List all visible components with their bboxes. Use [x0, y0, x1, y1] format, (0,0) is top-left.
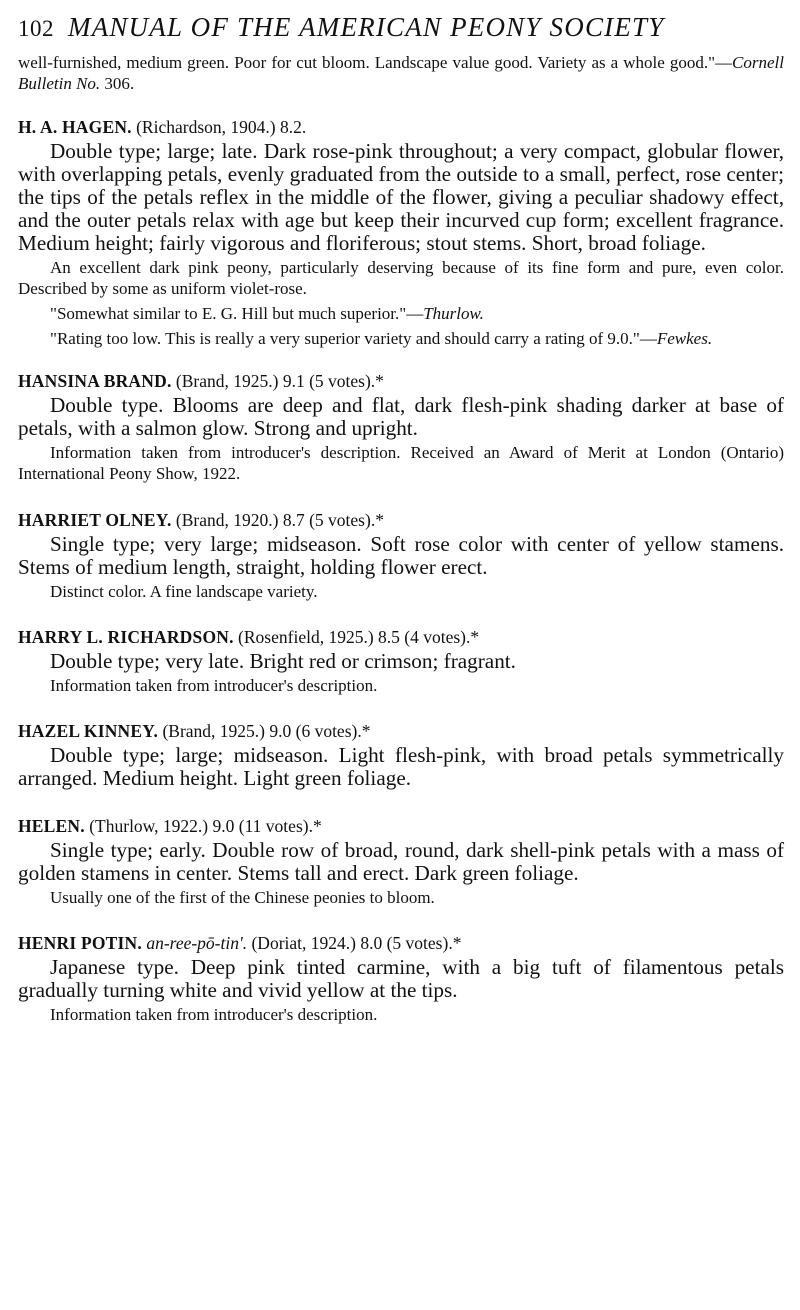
- variety-name: HELEN.: [18, 816, 85, 836]
- entry-helen: [18, 814, 784, 908]
- carryover-paragraph: [18, 52, 784, 94]
- variety-name: H. A. HAGEN.: [18, 117, 132, 137]
- entry-description: Single type; early. Double row of broad, round, dark shell-pink petals with a mass of golden stamens in center. Stems tall and erect. Dark green foliage.: [18, 838, 784, 885]
- entry-heading: [18, 814, 784, 839]
- quote-author: Fewkes.: [656, 329, 713, 348]
- entry-henri-potin: [18, 931, 784, 1025]
- variety-meta: (Thurlow, 1922.) 9.0 (11 votes).*: [84, 816, 322, 836]
- entry-description: Double type; large; midseason. Light flesh-pink, with broad petals symmetrically arranged. Medium height. Light green foliage.: [18, 743, 784, 790]
- variety-name: HARRIET OLNEY.: [18, 510, 172, 530]
- entry-heading: [18, 931, 784, 956]
- entry-description: Double type; large; late. Dark rose-pink throughout; a very compact, globular flower, with overlapping petals, evenly graduated from the outside to a small, perfect, rose center; the tips of the petals reflex in the middle of the flower, giving a peculiar shadowy effect, and the outer petals relax with age but keep their incurved cup form; excellent fragrance. Medium height; fairly vigorous and floriferous; stout stems. Short, broad foliage.: [18, 139, 784, 255]
- variety-name: HAZEL KINNEY.: [18, 721, 159, 741]
- entry-description: Double type; very late. Bright red or crimson; fragrant.: [50, 649, 516, 673]
- entry-description: Double type. Blooms are deep and flat, dark flesh-pink shading darker at base of petals, with a salmon glow. Strong and upright.: [18, 393, 784, 440]
- entry-heading: [18, 369, 784, 394]
- entry-note: Usually one of the first of the Chinese peonies to bloom.: [50, 888, 435, 907]
- entry-harry-l-richardson: [18, 625, 784, 696]
- carryover-text: well-furnished, medium green. Poor for cut bloom. Landscape value good. Variety as a whole good."—: [18, 53, 733, 72]
- entry-note: Information taken from introducer's description.: [50, 1005, 378, 1024]
- variety-meta: (Doriat, 1924.) 8.0 (5 votes).*: [247, 933, 462, 953]
- entry-heading: [18, 625, 784, 650]
- entry-note: An excellent dark pink peony, particularly deserving because of its fine form and pure, even color. Described by some as uniform violet-rose.: [18, 258, 784, 298]
- variety-meta: (Brand, 1920.) 8.7 (5 votes).*: [171, 510, 384, 530]
- quote-author: Thurlow.: [423, 304, 484, 323]
- carryover-citation: Cornell Bulletin No.: [18, 53, 784, 93]
- entry-note: Distinct color. A fine landscape variety.: [50, 582, 318, 601]
- entry-heading: [18, 508, 784, 533]
- entry-quote: [18, 328, 784, 349]
- variety-meta: (Brand, 1925.) 9.1 (5 votes).*: [171, 371, 384, 391]
- entry-heading: [18, 115, 784, 140]
- entry-description: Single type; very large; midseason. Soft rose color with center of yellow stamens. Stems of medium length, straight, holding flower erect.: [18, 532, 784, 579]
- quote-text: "Somewhat similar to E. G. Hill but much superior."—: [50, 304, 424, 323]
- entry-heading: [18, 719, 784, 744]
- variety-meta: (Richardson, 1904.) 8.2.: [131, 117, 307, 137]
- variety-meta: (Brand, 1925.) 9.0 (6 votes).*: [158, 721, 371, 741]
- variety-pronunciation: an-ree-pō-tin'.: [141, 933, 248, 953]
- running-head: [18, 10, 784, 46]
- entry-note: Information taken from introducer's description. Received an Award of Merit at London (Ontario) International Peony Show, 1922.: [18, 443, 784, 483]
- variety-name: HENRI POTIN.: [18, 933, 142, 953]
- page-number: 102: [18, 16, 54, 41]
- variety-name: HARRY L. RICHARDSON.: [18, 627, 234, 647]
- entry-description: Japanese type. Deep pink tinted carmine, with a big tuft of filamentous petals gradually turning white and vivid yellow at the tips.: [18, 955, 784, 1002]
- entry-note: Information taken from introducer's description.: [50, 676, 378, 695]
- running-title: MANUAL OF THE AMERICAN PEONY SOCIETY: [68, 12, 665, 42]
- entry-h-a-hagen: [18, 115, 784, 349]
- variety-meta: (Rosenfield, 1925.) 8.5 (4 votes).*: [233, 627, 480, 647]
- entry-hazel-kinney: [18, 719, 784, 790]
- carryover-citation-tail: 306.: [100, 74, 135, 93]
- entry-hansina-brand: [18, 369, 784, 484]
- quote-text: "Rating too low. This is really a very superior variety and should carry a rating of 9.0."—: [50, 329, 657, 348]
- entry-quote: [18, 303, 784, 324]
- variety-name: HANSINA BRAND.: [18, 371, 172, 391]
- entry-harriet-olney: [18, 508, 784, 602]
